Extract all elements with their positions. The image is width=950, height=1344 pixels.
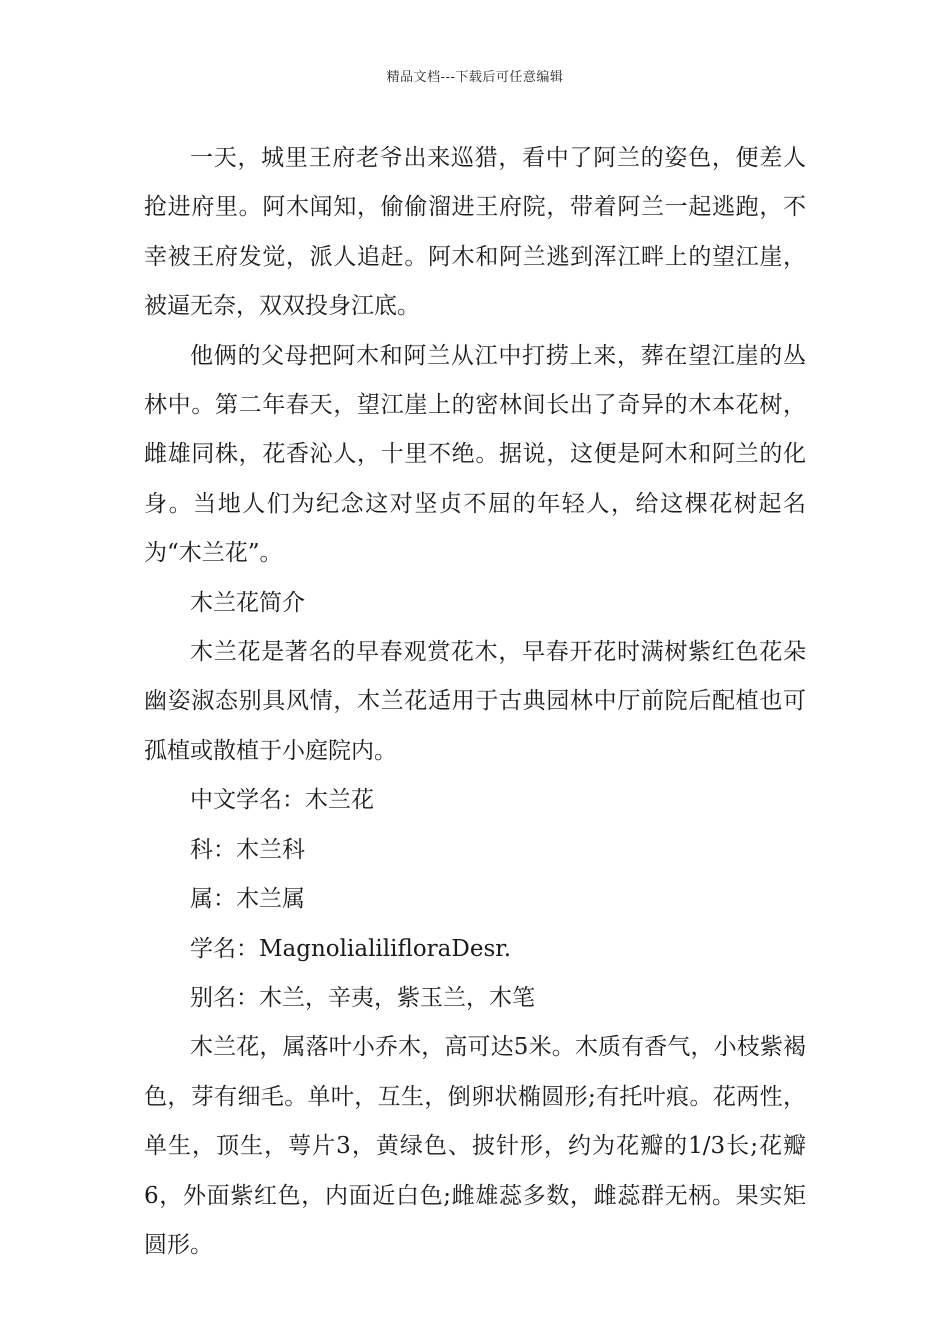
field-chinese-name: 中文学名：木兰花 [190, 787, 374, 814]
paragraph-magnolia-overview: 木兰花是著名的早春观赏花木，早春开花时满树紫红色花朵幽姿淑态别具风情，木兰花适用于古典园林中厅前院后配植也可孤植或散植于小庭院内。 [144, 639, 806, 764]
section-heading-magnolia-intro: 木兰花简介 [190, 589, 305, 616]
field-aliases: 别名：木兰，辛夷，紫玉兰，木笔 [190, 984, 535, 1011]
paragraph-morphology: 木兰花，属落叶小乔木，高可达5米。木质有香气，小枝紫褐色，芽有细毛。单叶，互生，倒卵状椭圆形;有托叶痕。花两性，单生，顶生，萼片3，黄绿色、披针形，约为花瓣的1/3长;花瓣6，外面紫红色，内面近白色;雌雄蕊多数，雌蕊群无柄。果实矩圆形。 [144, 1034, 806, 1258]
paragraph-magnolia-legend: 他俩的父母把阿木和阿兰从江中打捞上来，葬在望江崖的丛林中。第二年春天，望江崖上的密林间长出了奇异的木本花树，雌雄同株，花香沁人，十里不绝。据说，这便是阿木和阿兰的化身。当地人们为纪念这对坚贞不屈的年轻人，给这棵花树起名为“木兰花”。 [144, 342, 806, 567]
page-header: 精品文档---下载后可任意编辑 [386, 70, 564, 85]
field-genus: 属：木兰属 [190, 886, 305, 913]
paragraph-escape-story: 一天，城里王府老爷出来巡猎，看中了阿兰的姿色，便差人抢进府里。阿木闻知，偷偷溜进王府院，带着阿兰一起逃跑，不幸被王府发觉，派人追赶。阿木和阿兰逃到浑江畔上的望江崖，被逼无奈，双双投身江底。 [144, 145, 806, 320]
document-body [144, 134, 806, 1270]
field-family: 科：木兰科 [190, 836, 305, 863]
field-scientific-name: 学名：MagnolialilifloraDesr. [190, 935, 512, 962]
